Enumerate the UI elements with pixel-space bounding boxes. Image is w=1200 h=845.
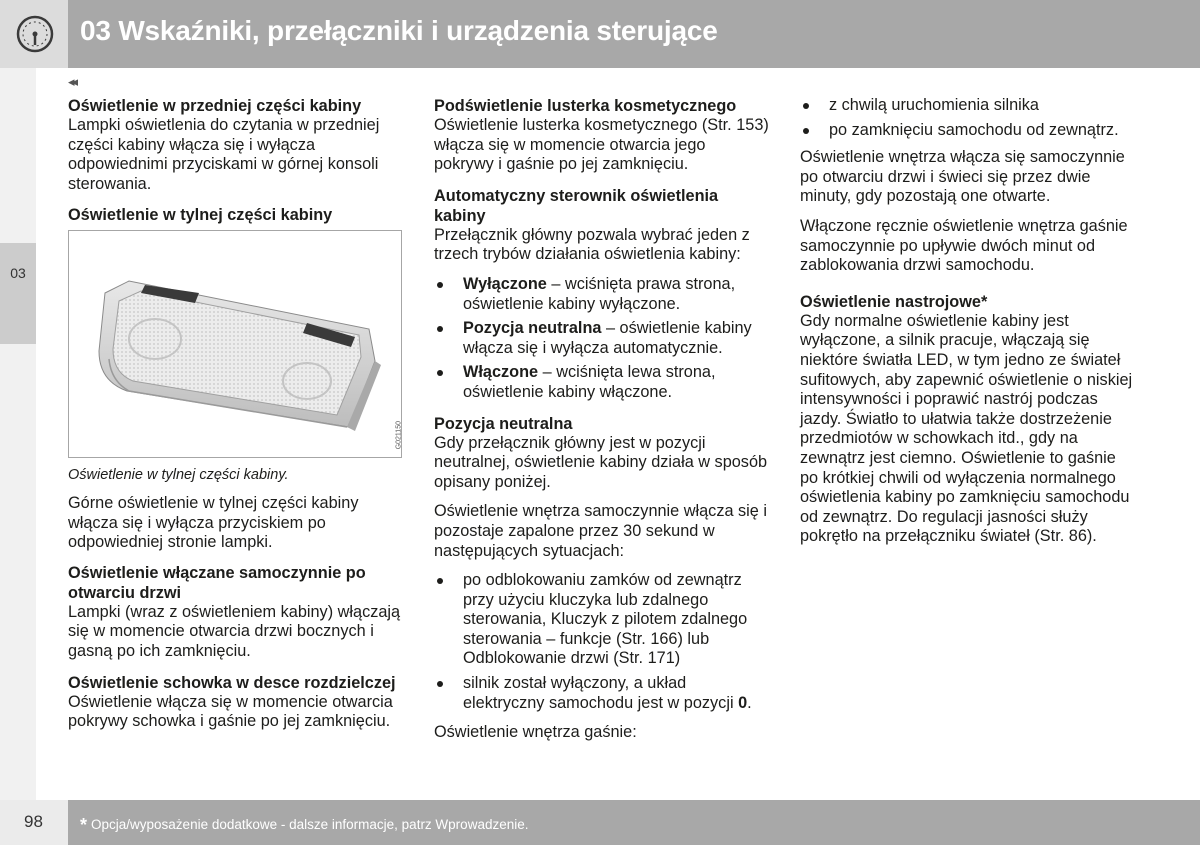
- section-heading: Oświetlenie w przedniej części kabiny: [68, 97, 362, 115]
- section-text: Przełącznik główny pozwala wybrać jeden z trzech trybów działania oświetlenia kabiny:: [434, 225, 750, 264]
- section-text: Lampki (wraz z oświetleniem kabiny) włączają się w momencie otwarcia drzwi bocznych i gasną po ich zamknięciu.: [68, 602, 401, 660]
- figure-code: G021150: [395, 421, 402, 450]
- section-text: Oświetlenie wnętrza samoczynnie włącza się i pozostaje zapalone przez 30 sekund w następujących sytuacjach:: [434, 502, 767, 560]
- section-text: Włączone ręcznie oświetlenie wnętrza gaśnie samoczynnie po upływie dwóch minut od zablokowania drzwi samochodu.: [800, 216, 1128, 275]
- chapter-tab[interactable]: [0, 243, 36, 344]
- gauge-icon: [15, 14, 55, 54]
- column-1: [68, 96, 403, 743]
- list-item: po odblokowaniu zamków od zewnątrz przy użyciu kluczyka lub zdalnego sterowania, Kluczyk z pilotem zdalnego sterowania – funkcje (Str. 166) lub Odblokowanie drzwi (Str. 171): [434, 571, 769, 669]
- section-vanity-mirror-lighting: [434, 96, 769, 175]
- footnote: [80, 815, 528, 836]
- section-text: Górne oświetlenie w tylnej części kabiny włącza się i wyłącza przyciskiem po odpowiedniej stronie lampki.: [68, 493, 359, 552]
- back-arrows-icon[interactable]: ◂◂: [68, 74, 76, 89]
- section-heading: Oświetlenie w tylnej części kabiny: [68, 206, 333, 225]
- list-item: Pozycja neutralna – oświetlenie kabiny włącza się i wyłącza automatycznie.: [434, 319, 769, 358]
- section-text: Oświetlenie wnętrza gaśnie:: [434, 723, 637, 742]
- section-mood-lighting: [800, 292, 1135, 547]
- section-heading: Oświetlenie nastrojowe*: [800, 292, 988, 311]
- section-door-lighting: [68, 563, 403, 662]
- chapter-icon-box: [0, 0, 68, 68]
- figure-caption: Oświetlenie w tylnej części kabiny.: [68, 467, 289, 484]
- auto-on-conditions-list: [434, 571, 769, 713]
- section-heading: Podświetlenie lusterka kosmetycznego: [434, 97, 737, 115]
- lighting-modes-list: [434, 275, 769, 403]
- chapter-title: 03 Wskaźniki, przełączniki i urządzenia sterujące: [80, 15, 718, 46]
- section-heading: Oświetlenie schowka w desce rozdzielczej: [68, 673, 396, 692]
- section-text: Oświetlenie włącza się w momencie otwarcia pokrywy schowka i gaśnie po jej zamknięciu.: [68, 692, 393, 731]
- column-2: [434, 96, 769, 753]
- auto-off-conditions-list: [800, 96, 1135, 140]
- section-text: Gdy normalne oświetlenie kabiny jest wyłączone, a silnik pracuje, włączają się niektóre światła LED, w tym jedno ze świateł sufitowych, aby zapewnić oświetlenie o niskiej intensywności i poprawić nastrój podczas jazdy. Światło to ułatwia także dostrzeżenie przedmiotów w schowkach itd., gdy na zewnątrz jest ciemno. Oświetlenie to gaśnie po krótkiej chwili od wyłączenia normalnego oświetlenia kabiny po zamknięciu samochodu od zewnątrz. Do regulacji jasności służy pokrętło na przełączniku świateł (Str. 86).: [800, 311, 1133, 546]
- section-glovebox-lighting: [68, 673, 403, 732]
- section-heading: Automatyczny sterownik oświetlenia kabiny: [434, 186, 719, 225]
- column-3: [800, 96, 1135, 558]
- list-item: po zamknięciu samochodu od zewnątrz.: [800, 121, 1135, 141]
- section-neutral-position: [434, 414, 769, 743]
- section-heading: Oświetlenie włączane samoczynnie po otwarciu drzwi: [68, 563, 366, 602]
- list-item: Włączone – wciśnięta lewa strona, oświetlenie kabiny włączone.: [434, 363, 769, 402]
- section-text: Oświetlenie wnętrza włącza się samoczynnie po otwarciu drzwi i świeci się przez dwie minuty, gdy pozostają one otwarte.: [800, 148, 1125, 206]
- section-rear-cabin-lighting: [68, 205, 403, 552]
- chapter-tab-label: 03: [10, 265, 26, 281]
- footnote-star: *: [80, 815, 88, 835]
- rear-ceiling-lamp-illustration: [69, 231, 401, 457]
- list-item: Wyłączone – wciśnięta prawa strona, oświetlenie kabiny wyłączone.: [434, 275, 769, 314]
- rear-lamp-figure: [68, 230, 402, 458]
- side-strip: [0, 68, 36, 800]
- section-automatic-lighting-controller: [434, 186, 769, 403]
- section-text: Lampki oświetlenia do czytania w przedniej części kabiny włącza się i wyłącza odpowiednimi przyciskami w górnej konsoli sterowania.: [68, 116, 380, 193]
- section-front-cabin-lighting: [68, 96, 403, 194]
- page-number: 98: [24, 812, 43, 831]
- list-item: silnik został wyłączony, a układ elektryczny samochodu jest w pozycji 0.: [434, 674, 769, 713]
- section-text: Oświetlenie lusterka kosmetycznego (Str. 153) włącza się w momencie otwarcia jego pokrywy i gaśnie po jej zamknięciu.: [434, 116, 769, 174]
- section-heading: Pozycja neutralna: [434, 414, 573, 433]
- list-item: z chwilą uruchomienia silnika: [800, 96, 1135, 116]
- section-text: Gdy przełącznik główny jest w pozycji neutralnej, oświetlenie kabiny działa w sposób opisany poniżej.: [434, 433, 768, 491]
- footnote-text: Opcja/wyposażenie dodatkowe - dalsze informacje, patrz Wprowadzenie.: [91, 817, 529, 832]
